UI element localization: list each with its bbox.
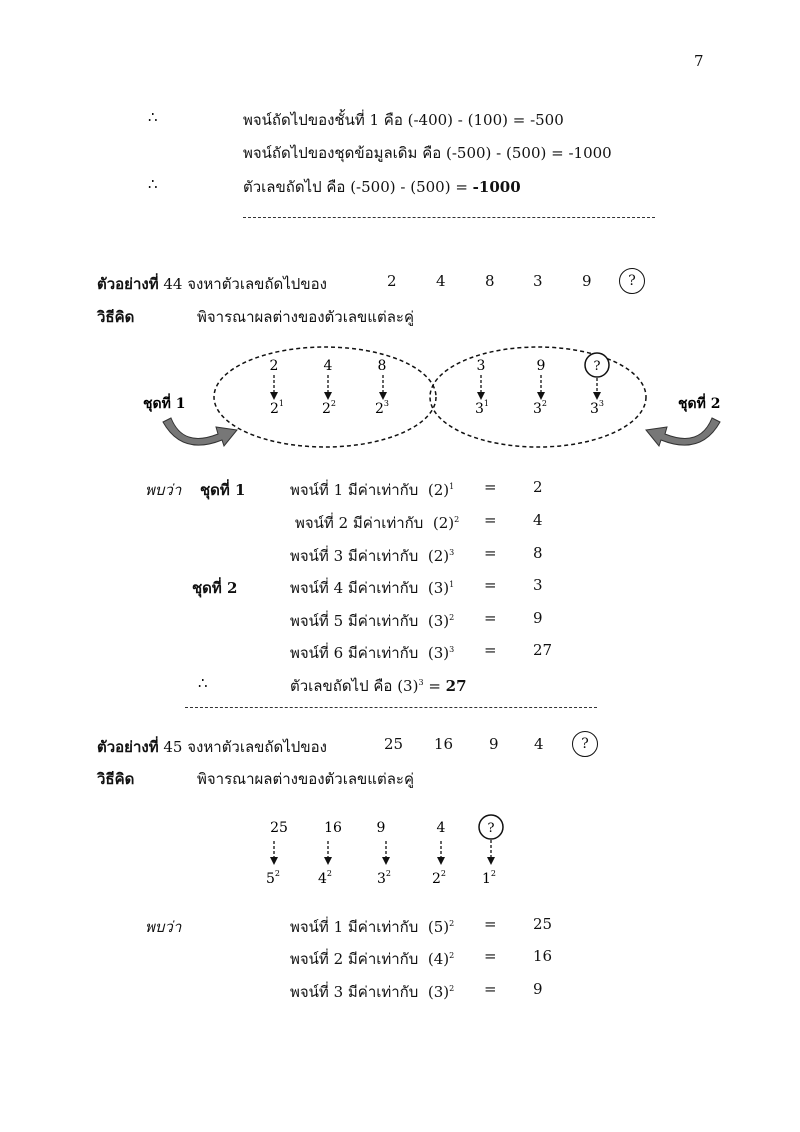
power-base: 3	[533, 401, 542, 417]
power-term	[318, 869, 332, 887]
term-base: (2)	[427, 547, 450, 565]
term-base: (2)	[427, 481, 450, 499]
term-value: 8	[533, 544, 543, 562]
term-text: พจน์ที่ 3 มีค่าเท่ากับ	[290, 983, 419, 1001]
equals-sign: =	[484, 544, 497, 562]
power-exponent: 2	[385, 869, 392, 878]
set-1-heading: ชุดที่ 1	[200, 481, 246, 499]
diagram-top-value: 4	[436, 820, 446, 836]
term-text: พจน์ที่ 2 มีค่าเท่ากับ	[295, 514, 424, 532]
top-line-2: พจน์ถัดไปของชุดข้อมูลเดิม คือ (-500) - (500) = -1000	[243, 144, 612, 162]
term-text: พจน์ที่ 6 มีค่าเท่ากับ	[290, 644, 419, 662]
set-1-label: ชุดที่ 1	[143, 396, 186, 412]
power-exponent: 2	[330, 399, 337, 408]
power-base: 2	[270, 401, 279, 417]
sequence-value: 2	[387, 272, 397, 290]
diagram-top-value: 4	[323, 358, 333, 374]
top-line-3	[243, 175, 521, 199]
power-base: 2	[322, 401, 331, 417]
term-value: 16	[533, 947, 553, 965]
set-2-heading: ชุดที่ 2	[192, 579, 238, 597]
example-45-diagram	[0, 805, 800, 890]
equals-sign: =	[484, 511, 497, 529]
unknown-term-circle: ?	[572, 731, 598, 757]
power-exponent: 2	[326, 869, 333, 878]
sequence-value: 3	[533, 272, 543, 290]
term-base: (3)	[427, 612, 450, 630]
term-row	[290, 915, 454, 939]
term-row	[295, 511, 459, 535]
term-value: 25	[533, 915, 553, 933]
diagram-top-value: ?	[487, 821, 495, 836]
example-question: จงหาตัวเลขถัดไปของ	[187, 275, 327, 293]
term-exponent: 2	[449, 951, 455, 960]
example-45-title	[97, 735, 327, 759]
therefore-symbol: ∴	[148, 108, 158, 126]
term-text: พจน์ที่ 5 มีค่าเท่ากับ	[290, 612, 419, 630]
power-base: 2	[432, 871, 441, 887]
power-term	[375, 399, 389, 417]
sequence-value: 4	[534, 735, 544, 753]
term-exponent: 2	[454, 515, 460, 524]
diagram-top-value: ?	[593, 359, 601, 374]
sequence-value: 9	[489, 735, 499, 753]
term-exponent: 2	[449, 984, 455, 993]
conclusion-text: ตัวเลขถัดไป คือ (3)	[290, 677, 419, 695]
diagram-top-value: 9	[376, 820, 386, 836]
term-exponent: 1	[449, 482, 455, 491]
power-exponent: 2	[274, 869, 281, 878]
power-base: 3	[377, 871, 386, 887]
found-label: พบว่า	[145, 481, 182, 499]
therefore-symbol: ∴	[198, 674, 208, 692]
diagram-top-value: 3	[476, 358, 486, 374]
equals-sign: =	[484, 609, 497, 627]
example-number: 44	[163, 275, 183, 293]
diagram-top-value: 8	[377, 358, 387, 374]
power-term	[432, 869, 446, 887]
power-term	[270, 399, 284, 417]
example-label: ตัวอย่างที่	[97, 738, 159, 756]
section-divider	[185, 707, 597, 708]
term-value: 9	[533, 980, 543, 998]
power-exponent: 2	[490, 869, 497, 878]
equals-sign: =	[484, 576, 497, 594]
power-exponent: 3	[598, 399, 605, 408]
term-exponent: 2	[449, 919, 455, 928]
page-number: 7	[694, 52, 704, 70]
equals-sign: =	[484, 915, 497, 933]
term-row	[290, 478, 454, 502]
sequence-value: 8	[485, 272, 495, 290]
equals-sign: =	[484, 980, 497, 998]
example-44-conclusion	[290, 674, 467, 698]
term-exponent: 1	[449, 580, 455, 589]
example-label: ตัวอย่างที่	[97, 275, 159, 293]
power-term	[482, 869, 496, 887]
power-base: 5	[266, 871, 275, 887]
diagram-top-value: 25	[270, 820, 288, 836]
term-row	[290, 980, 454, 1004]
power-base: 3	[590, 401, 599, 417]
term-row	[290, 544, 454, 568]
term-row	[290, 947, 454, 971]
section-divider	[243, 217, 655, 218]
power-term	[475, 399, 489, 417]
term-row	[290, 641, 454, 665]
power-term	[590, 399, 604, 417]
power-exponent: 2	[541, 399, 548, 408]
term-base: (4)	[427, 950, 450, 968]
term-text: พจน์ที่ 2 มีค่าเท่ากับ	[290, 950, 419, 968]
term-text: พจน์ที่ 3 มีค่าเท่ากับ	[290, 547, 419, 565]
sequence-value: 4	[436, 272, 446, 290]
term-value: 3	[533, 576, 543, 594]
sequence-value: 25	[384, 735, 404, 753]
therefore-symbol: ∴	[148, 175, 158, 193]
term-value: 4	[533, 511, 543, 529]
term-exponent: 3	[449, 548, 455, 557]
sequence-value: 9	[582, 272, 592, 290]
power-exponent: 1	[483, 399, 490, 408]
equals-sign: =	[484, 478, 497, 496]
power-term	[377, 869, 391, 887]
example-number: 45	[163, 738, 183, 756]
equals-sign: =	[484, 641, 497, 659]
method-label: วิธีคิด	[97, 770, 135, 788]
diagram-top-value: 2	[269, 358, 279, 374]
top-line-3-text: ตัวเลขถัดไป คือ (-500) - (500) =	[243, 178, 473, 196]
term-base: (3)	[427, 983, 450, 1001]
term-exponent: 3	[449, 645, 455, 654]
power-base: 1	[482, 871, 491, 887]
power-exponent: 1	[278, 399, 285, 408]
curved-arrow-left	[163, 418, 237, 446]
sequence-value: 16	[434, 735, 454, 753]
term-exponent: 2	[449, 613, 455, 622]
power-exponent: 2	[440, 869, 447, 878]
term-row	[290, 609, 454, 633]
term-base: (5)	[427, 918, 450, 936]
top-line-1: พจน์ถัดไปของชั้นที่ 1 คือ (-400) - (100) = -500	[243, 111, 564, 129]
diagram-top-value: 16	[324, 820, 342, 836]
term-value: 2	[533, 478, 543, 496]
term-text: พจน์ที่ 1 มีค่าเท่ากับ	[290, 481, 419, 499]
method-text: พิจารณาผลต่างของตัวเลขแต่ละคู่	[197, 770, 414, 788]
example-44-title	[97, 272, 327, 296]
curved-arrow-right	[646, 418, 720, 446]
term-row	[290, 576, 454, 600]
power-term	[533, 399, 547, 417]
term-base: (3)	[427, 644, 450, 662]
found-label: พบว่า	[145, 918, 182, 936]
power-exponent: 3	[383, 399, 390, 408]
top-line-3-answer: -1000	[472, 178, 521, 196]
method-label: วิธีคิด	[97, 308, 135, 326]
conclusion-equals: =	[423, 677, 446, 695]
power-base: 3	[475, 401, 484, 417]
unknown-term-circle: ?	[619, 268, 645, 294]
term-value: 27	[533, 641, 553, 659]
power-term	[322, 399, 336, 417]
power-base: 4	[318, 871, 327, 887]
term-text: พจน์ที่ 1 มีค่าเท่ากับ	[290, 918, 419, 936]
conclusion-answer: 27	[445, 677, 467, 695]
term-value: 9	[533, 609, 543, 627]
conclusion-exponent: 3	[418, 678, 424, 687]
power-term	[266, 869, 280, 887]
term-text: พจน์ที่ 4 มีค่าเท่ากับ	[290, 579, 419, 597]
term-base: (3)	[427, 579, 450, 597]
set-2-label: ชุดที่ 2	[678, 396, 721, 412]
equals-sign: =	[484, 947, 497, 965]
example-question: จงหาตัวเลขถัดไปของ	[187, 738, 327, 756]
diagram-top-value: 9	[536, 358, 546, 374]
power-base: 2	[375, 401, 384, 417]
example-44-diagram	[0, 330, 800, 460]
method-text: พิจารณาผลต่างของตัวเลขแต่ละคู่	[197, 308, 414, 326]
term-base: (2)	[432, 514, 455, 532]
